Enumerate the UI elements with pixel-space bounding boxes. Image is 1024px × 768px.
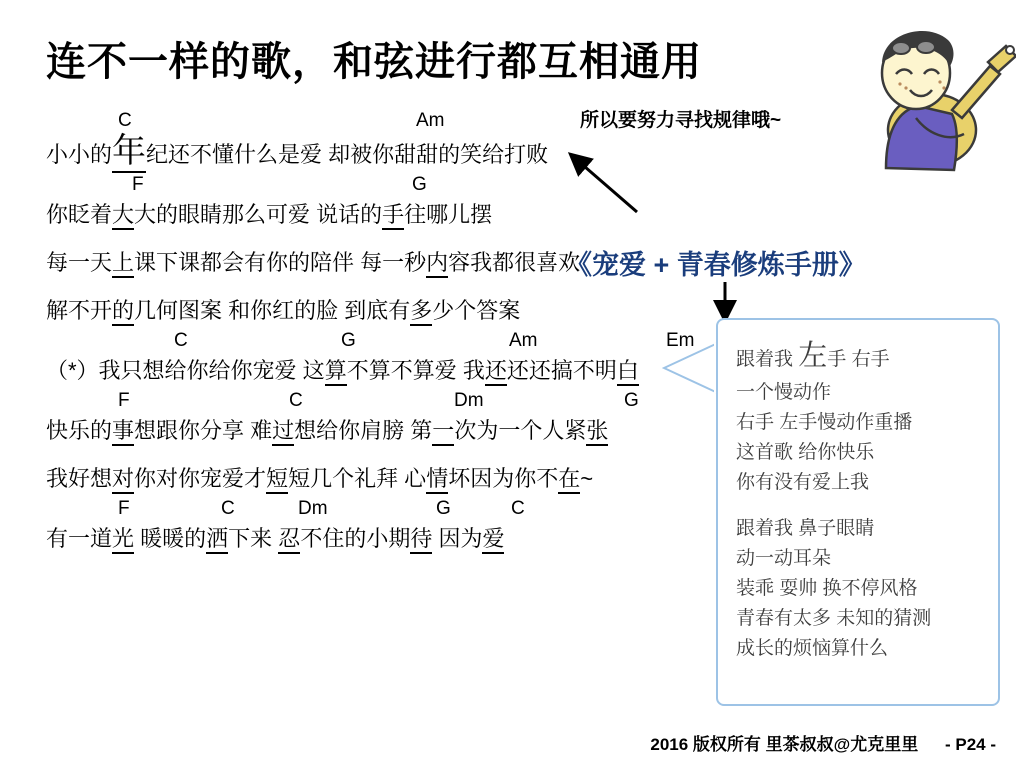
bubble-text: 装乖 耍帅 换不停风格	[736, 578, 918, 599]
bubble-text: 右手 左手慢动作重播	[736, 412, 913, 433]
bubble-lyric-line	[736, 514, 982, 544]
chord-label: Dm	[298, 498, 328, 519]
footer-copyright: 2016 版权所有 里茶叔叔@尤克里里	[650, 735, 919, 754]
bubble-text: 青春有太多 未知的猜测	[736, 608, 932, 629]
lyric-text: 还还搞不明	[506, 358, 617, 383]
bubble-lyric-line	[736, 438, 982, 468]
chord-label: G	[436, 498, 451, 519]
chord-anchor-char: 在	[558, 466, 580, 494]
bubble-text: 手 右手	[827, 349, 890, 370]
lyric-text: 有一道	[46, 526, 113, 551]
chord-label: G	[412, 174, 427, 195]
chord-anchor-char: 多	[410, 298, 432, 326]
lyric-text: 因为	[432, 526, 483, 551]
note-find-pattern: 所以要努力寻找规律哦~	[580, 110, 782, 131]
lyric-line	[46, 464, 706, 494]
chord-line	[46, 498, 706, 524]
lyric-line	[46, 356, 706, 386]
lyric-text: 大的眼睛那么可爱 说话的	[134, 202, 383, 227]
chord-anchor-char: 算	[325, 358, 347, 386]
chord-anchor-char: 白	[617, 358, 639, 386]
chord-line	[46, 450, 706, 464]
chord-label: Am	[416, 110, 445, 131]
chord-label: C	[118, 110, 132, 131]
lyric-text: 往哪儿摆	[404, 202, 493, 227]
lyric-text: 课下课都会有你的陪伴 每一秒	[134, 250, 427, 275]
bubble-text: 成长的烦恼算什么	[736, 638, 889, 659]
bubble-lyric-line	[736, 634, 982, 664]
chord-anchor-char: 对	[112, 466, 134, 494]
lyric-text: ~	[580, 466, 594, 491]
bubble-lyric-line	[736, 544, 982, 574]
bubble-text: 一个慢动作	[736, 382, 832, 403]
bubble-text: 你有没有爱上我	[736, 472, 870, 493]
chord-anchor-char: 待	[410, 526, 432, 554]
bubble-lyric-line	[736, 378, 982, 408]
chord-anchor-char: 大	[112, 202, 134, 230]
chord-label: C	[174, 330, 188, 351]
lyric-text: 解不开	[46, 298, 113, 323]
lyric-text: 小小的	[46, 142, 113, 167]
bubble-text: 跟着我 鼻子眼睛	[736, 518, 875, 539]
lyric-line	[46, 296, 706, 326]
chord-label: C	[289, 390, 303, 411]
lyric-text: 你对你宠爱才	[134, 466, 267, 491]
lyric-text: 你眨着	[46, 202, 113, 227]
chord-anchor-char: 一	[432, 418, 454, 446]
arrow-icon-to-bubble	[710, 280, 740, 320]
bubble-lyric-line	[736, 408, 982, 438]
lyric-text: 纪还不懂什么是爱 却被你甜甜的笑给打败	[146, 142, 549, 167]
lyric-text: 暖暖的	[134, 526, 207, 551]
lyric-text: 短几个礼拜 心	[288, 466, 427, 491]
chord-anchor-char: 忍	[278, 526, 300, 554]
bubble-lyric-line	[736, 604, 982, 634]
bubble-text: 这首歌 给你快乐	[736, 442, 875, 463]
lyric-text: 快乐的	[46, 418, 113, 443]
chord-line	[46, 282, 706, 296]
chord-label: Em	[666, 330, 695, 351]
bubble-text: 跟着我	[736, 349, 799, 370]
chord-label: C	[511, 498, 525, 519]
mascot-illustration	[856, 18, 1016, 178]
lyric-text: 我好想	[46, 466, 113, 491]
chord-anchor-char: 情	[426, 466, 448, 494]
chord-anchor-char: 的	[112, 298, 134, 326]
chord-anchor-char: 事	[112, 418, 134, 446]
lyric-line	[46, 416, 706, 446]
lyric-text: 次为一个人紧	[454, 418, 587, 443]
lyric-text: 不住的小期	[300, 526, 411, 551]
chord-label: F	[118, 390, 130, 411]
bubble-lyric-line	[736, 574, 982, 604]
second-song-lyrics-bubble	[716, 318, 1000, 706]
bubble-lyric-line	[736, 338, 982, 378]
lyric-text: 想给你肩膀 第	[294, 418, 433, 443]
lyric-text: 少个答案	[432, 298, 521, 323]
lyric-text: 不算不算爱 我	[346, 358, 485, 383]
chord-line	[46, 390, 706, 416]
song-title: 《宠爱 + 青春修炼手册》	[565, 250, 866, 280]
lyric-text: 下来	[228, 526, 279, 551]
footer	[0, 730, 1024, 755]
chord-anchor-char: 年	[112, 132, 146, 173]
bubble-lyric-line	[736, 468, 982, 498]
bubble-text: 动一动耳朵	[736, 548, 832, 569]
lyric-line	[46, 524, 706, 554]
lyric-text: 想跟你分享 难	[134, 418, 273, 443]
page-title: 连不一样的歌，和弦进行都互相通用	[46, 40, 702, 84]
arrow-icon-to-lyrics	[565, 150, 645, 220]
chord-anchor-char: 张	[586, 418, 608, 446]
lyric-text: 容我都很喜欢	[448, 250, 581, 275]
chord-anchor-char: 短	[266, 466, 288, 494]
lyric-text: 坏因为你不	[448, 466, 559, 491]
chord-line	[46, 330, 706, 356]
chord-anchor-char: 光	[112, 526, 134, 554]
chord-anchor-char: 还	[485, 358, 507, 386]
chord-anchor-char: 手	[382, 202, 404, 230]
bubble-emphasis-text: 左	[798, 340, 828, 372]
lyric-text: 每一天	[46, 250, 113, 275]
chord-anchor-char: 内	[426, 250, 448, 278]
chord-label: Am	[509, 330, 538, 351]
lyric-text: （*）我只想给你给你宠爱 这	[46, 358, 325, 383]
chord-label: G	[624, 390, 639, 411]
bubble-spacer	[736, 498, 982, 514]
chord-label: F	[132, 174, 144, 195]
chord-anchor-char: 洒	[206, 526, 228, 554]
chord-label: C	[221, 498, 235, 519]
chord-anchor-char: 上	[112, 250, 134, 278]
lyric-text: 几何图案 和你红的脸 到底有	[134, 298, 411, 323]
chord-anchor-char: 爱	[482, 526, 504, 554]
chord-anchor-char: 过	[272, 418, 294, 446]
page-number: - P24 -	[944, 735, 996, 754]
chord-label: F	[118, 498, 130, 519]
bubble-tail	[662, 340, 722, 398]
chord-label: G	[341, 330, 356, 351]
chord-label: Dm	[454, 390, 484, 411]
